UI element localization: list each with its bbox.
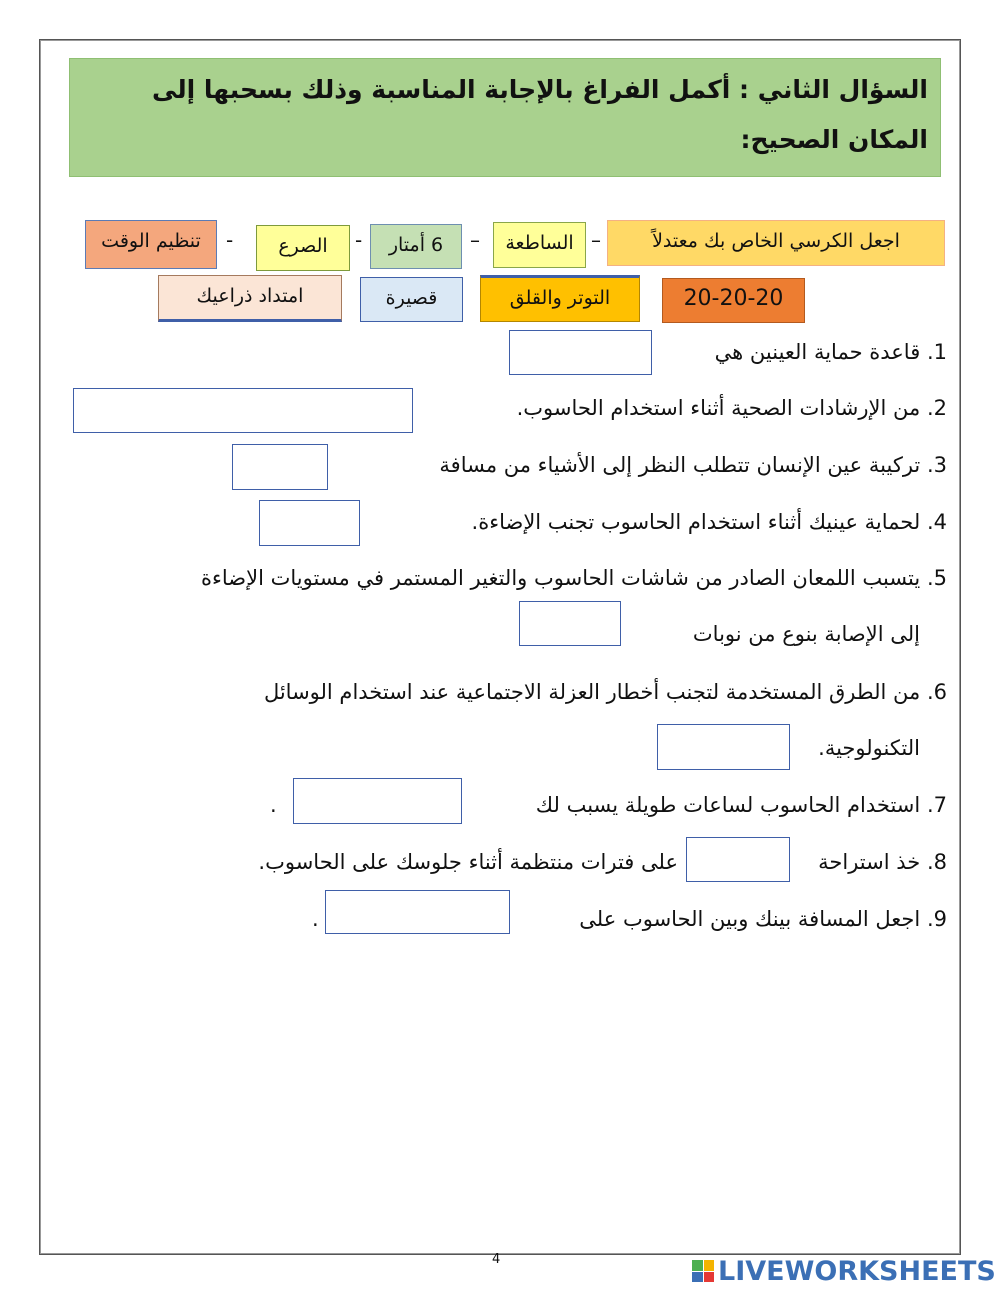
question-text: تركيبة عين الإنسان تتطلب النظر إلى الأشياء من مسافة bbox=[439, 453, 921, 477]
question-number: 8. bbox=[926, 850, 947, 874]
option-bright[interactable]: الساطعة bbox=[493, 222, 586, 268]
answer-blank-6[interactable] bbox=[657, 724, 790, 770]
question-3 bbox=[439, 450, 947, 480]
option-chair-upright[interactable]: اجعل الكرسي الخاص بك معتدلاً bbox=[607, 220, 945, 266]
question-9 bbox=[579, 904, 947, 934]
separator: – bbox=[470, 228, 480, 252]
question-number: 5. bbox=[926, 566, 947, 590]
separator: - bbox=[355, 228, 363, 252]
question-6-line-2: التكنولوجية. bbox=[818, 736, 920, 760]
question-2 bbox=[517, 393, 947, 423]
option-seizure[interactable]: الصرع bbox=[256, 225, 350, 271]
question-number: 4. bbox=[926, 510, 947, 534]
option-short[interactable]: قصيرة bbox=[360, 277, 463, 322]
liveworksheets-logo bbox=[692, 1256, 996, 1286]
question-1 bbox=[715, 337, 947, 367]
question-7-end: . bbox=[270, 793, 277, 817]
answer-blank-9[interactable] bbox=[325, 890, 510, 934]
option-six-meters[interactable]: 6 أمتار bbox=[370, 224, 462, 269]
answer-blank-3[interactable] bbox=[232, 444, 328, 490]
answer-blank-7[interactable] bbox=[293, 778, 462, 824]
question-number: 1. bbox=[926, 340, 947, 364]
question-9-end: . bbox=[312, 907, 319, 931]
answer-blank-4[interactable] bbox=[259, 500, 360, 546]
question-text: يتسبب اللمعان الصادر من شاشات الحاسوب والتغير المستمر في مستويات الإضاءة bbox=[201, 566, 921, 590]
answer-blank-5[interactable] bbox=[519, 601, 621, 646]
question-number: 6. bbox=[926, 680, 947, 704]
option-arm-length[interactable]: امتداد ذراعيك bbox=[158, 275, 342, 322]
question-7 bbox=[536, 790, 947, 820]
question-5-line-2: إلى الإصابة بنوع من نوبات bbox=[692, 622, 920, 646]
question-4 bbox=[472, 507, 947, 537]
option-20-20-20[interactable]: 20-20-20 bbox=[662, 278, 805, 323]
question-text: من الإرشادات الصحية أثناء استخدام الحاسوب. bbox=[516, 396, 921, 420]
question-text: من الطرق المستخدمة لتجنب أخطار العزلة الاجتماعية عند استخدام الوسائل bbox=[263, 680, 921, 704]
question-5 bbox=[201, 563, 947, 593]
question-number: 9. bbox=[926, 907, 947, 931]
logo-icon bbox=[692, 1260, 714, 1282]
question-number: 2. bbox=[926, 396, 947, 420]
question-number: 3. bbox=[926, 453, 947, 477]
separator: – bbox=[591, 228, 601, 252]
question-8-text-b: على فترات منتظمة أثناء جلوسك على الحاسوب. bbox=[258, 850, 678, 874]
answer-blank-8[interactable] bbox=[686, 837, 790, 882]
separator: - bbox=[226, 228, 234, 252]
question-8 bbox=[818, 847, 947, 877]
answer-blank-1[interactable] bbox=[509, 330, 652, 375]
question-text: قاعدة حماية العينين هي bbox=[714, 340, 921, 364]
question-6 bbox=[264, 677, 947, 707]
question-text: لحماية عينيك أثناء استخدام الحاسوب تجنب الإضاءة. bbox=[471, 510, 921, 534]
brand-name: LIVEWORKSHEETS bbox=[718, 1255, 996, 1287]
question-text: اجعل المسافة بينك وبين الحاسوب على bbox=[579, 907, 921, 931]
page-number: 4 bbox=[492, 1252, 501, 1267]
question-title: السؤال الثاني : أكمل الفراغ بالإجابة المناسبة وذلك بسحبها إلى المكان الصحيح: bbox=[69, 58, 941, 177]
answer-blank-2[interactable] bbox=[73, 388, 413, 433]
option-stress-anxiety[interactable]: التوتر والقلق bbox=[480, 275, 640, 322]
question-text: خذ استراحة bbox=[818, 850, 921, 874]
option-time-management[interactable]: تنظيم الوقت bbox=[85, 220, 217, 269]
question-text: استخدام الحاسوب لساعات طويلة يسبب لك bbox=[535, 793, 921, 817]
question-number: 7. bbox=[926, 793, 947, 817]
